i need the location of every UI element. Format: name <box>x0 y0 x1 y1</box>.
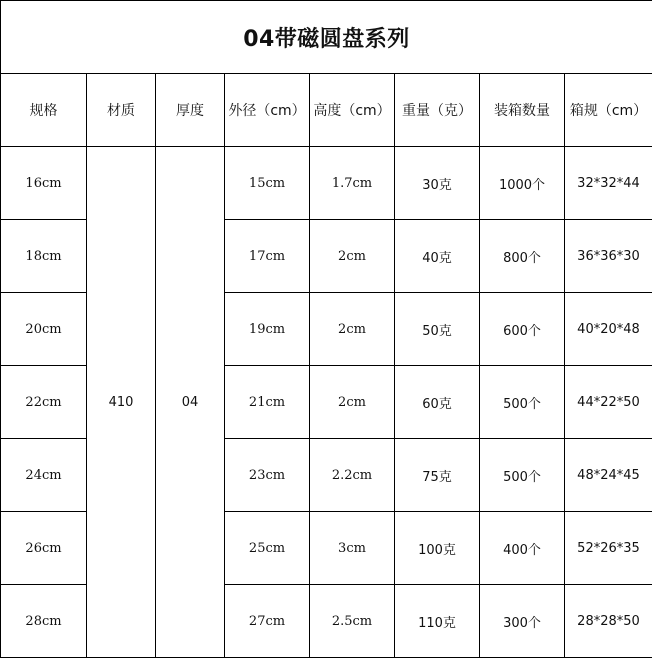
cell-box-size: 48*24*45 <box>565 439 652 512</box>
cell-weight: 40克 <box>395 220 480 293</box>
cell-box-size: 36*36*30 <box>565 220 652 293</box>
cell-weight: 100克 <box>395 512 480 585</box>
cell-weight: 75克 <box>395 439 480 512</box>
cell-thickness: 04 <box>156 147 225 658</box>
cell-outer-diameter: 23cm <box>225 439 310 512</box>
cell-spec: 16cm <box>1 147 87 220</box>
cell-outer-diameter: 21cm <box>225 366 310 439</box>
cell-packing-qty: 600个 <box>480 293 565 366</box>
header-thickness: 厚度 <box>156 74 225 147</box>
cell-spec: 24cm <box>1 439 87 512</box>
cell-height: 2.2cm <box>310 439 395 512</box>
cell-box-size: 32*32*44 <box>565 147 652 220</box>
cell-height: 2cm <box>310 366 395 439</box>
cell-outer-diameter: 27cm <box>225 585 310 658</box>
cell-weight: 50克 <box>395 293 480 366</box>
cell-outer-diameter: 25cm <box>225 512 310 585</box>
cell-box-size: 40*20*48 <box>565 293 652 366</box>
cell-spec: 28cm <box>1 585 87 658</box>
cell-height: 1.7cm <box>310 147 395 220</box>
cell-spec: 18cm <box>1 220 87 293</box>
header-row <box>1 74 652 147</box>
cell-packing-qty: 500个 <box>480 439 565 512</box>
cell-material: 410 <box>87 147 156 658</box>
cell-weight: 110克 <box>395 585 480 658</box>
cell-weight: 60克 <box>395 366 480 439</box>
cell-height: 3cm <box>310 512 395 585</box>
header-weight: 重量（克） <box>395 74 480 147</box>
cell-packing-qty: 1000个 <box>480 147 565 220</box>
header-height: 高度（cm） <box>310 74 395 147</box>
header-box-size: 箱规（cm） <box>565 74 652 147</box>
cell-spec: 20cm <box>1 293 87 366</box>
cell-spec: 22cm <box>1 366 87 439</box>
cell-height: 2.5cm <box>310 585 395 658</box>
cell-packing-qty: 500个 <box>480 366 565 439</box>
cell-packing-qty: 300个 <box>480 585 565 658</box>
table-row <box>1 147 652 220</box>
cell-outer-diameter: 15cm <box>225 147 310 220</box>
header-outer-diameter: 外径（cm） <box>225 74 310 147</box>
header-packing-qty: 装箱数量 <box>480 74 565 147</box>
cell-box-size: 44*22*50 <box>565 366 652 439</box>
table-title: 04带磁圆盘系列 <box>1 1 652 74</box>
cell-packing-qty: 800个 <box>480 220 565 293</box>
header-material: 材质 <box>87 74 156 147</box>
cell-box-size: 28*28*50 <box>565 585 652 658</box>
cell-outer-diameter: 17cm <box>225 220 310 293</box>
cell-height: 2cm <box>310 220 395 293</box>
cell-height: 2cm <box>310 293 395 366</box>
cell-weight: 30克 <box>395 147 480 220</box>
cell-outer-diameter: 19cm <box>225 293 310 366</box>
cell-box-size: 52*26*35 <box>565 512 652 585</box>
cell-spec: 26cm <box>1 512 87 585</box>
header-spec: 规格 <box>1 74 87 147</box>
cell-packing-qty: 400个 <box>480 512 565 585</box>
